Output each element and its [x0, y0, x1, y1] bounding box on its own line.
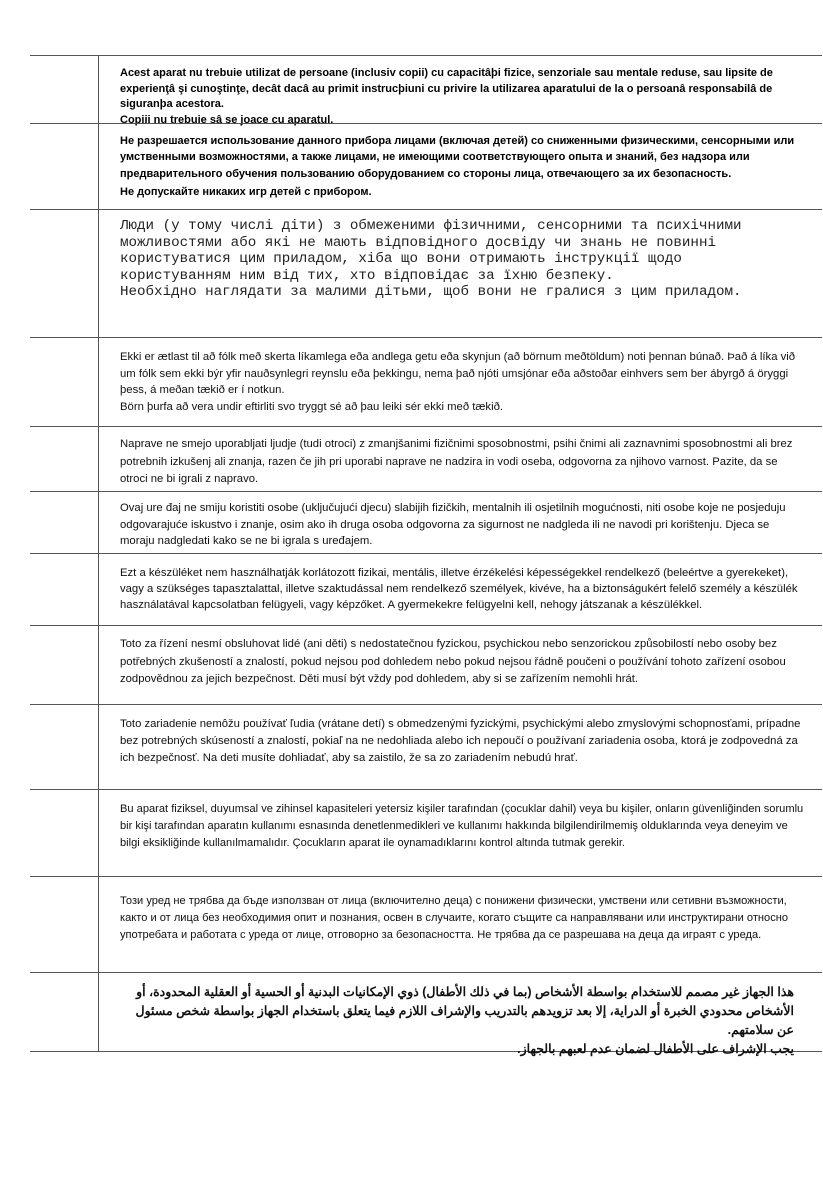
- paragraph: Acest aparat nu trebuie utilizat de persoane (inclusiv copii) cu capacitâþi fizice, senzoriale sau mentale reduse, sau lipsite de experienţâ şi cunoştinţe, decât dacâ au primit instrucþiuni cu privire la utilizarea aparatului de la o persoanâ responsabilâ de siguranþa acestora.: [120, 67, 773, 110]
- paragraph: Naprave ne smejo uporabljati ljudje (tudi otroci) z zmanjšanimi fizičnimi sposobnostmi, psihi čnimi ali zaznavnimi sposobnostmi ali brez potrebnih izkušenj ali znanja, razen če jih pri uporabi naprave ne nadzira in vodi oseba, odgovorna za njihovo varnost. Pazite, da se otroci ne bi igrali z napravo.: [120, 438, 793, 485]
- paragraph: Не допускайте никаких игр детей с прибором.: [120, 186, 372, 199]
- warning-text-ru: [120, 133, 804, 201]
- paragraph: يجب الإشراف على الأطفال لضمان عدم لعبهم بالجهاز.: [517, 1042, 794, 1056]
- table-row-ro: [30, 55, 822, 126]
- warning-table: [30, 55, 822, 1056]
- warning-text-tr: [120, 801, 804, 853]
- paragraph: هذا الجهاز غير مصمم للاستخدام بواسطة الأشخاص (بما في ذلك الأطفال) ذوي الإمكانيات البدنية أو الحسية أو العقلية المحدودة، أو الأشخاص محدودي الخبرة أو الدراية، إلا بعد تزويدهم بالتدريب والإشراف اللازم فيما يتعلق باستخدام الجهاز بواسطة شخص مسئول عن سلامتهم.: [135, 985, 794, 1037]
- paragraph: Ezt a készüléket nem használhatják korlátozott fizikai, mentális, illetve érzékelési képességekkel rendelkező (beleértve a gyerekeket), vagy a szükséges tapasztalattal, illetve szaktudással nem rendelkező személyek, kivéve, ha a biztonságukért felelő személy a készülék használatával kapcsolatban felügyeli, vagy képzőket. A gyermekekre felügyelni kell, nehogy játszanak a készülékkel.: [120, 567, 798, 612]
- table-row-uk: [30, 209, 822, 337]
- warning-text-is: [120, 349, 804, 415]
- paragraph: Ovaj ure đaj ne smiju koristiti osobe (uključujući djecu) slabijih fizičkih, mentalnih ili osjetilnih mogućnosti, niti osobe koje ne posjeduju odgovarajuće iskustvo i znanje, osim ako ih druga osoba odgovorna za sigurnost ne nadgleda ili ne navodi pri korištenju. Djeca se moraju nadgledati kako se ne bi igrala s uređajem.: [120, 502, 786, 548]
- table-row-sk: [30, 704, 822, 789]
- warning-text-uk: [120, 218, 794, 301]
- table-row-hu: [30, 553, 822, 625]
- paragraph: Börn þurfa að vera undir eftirliti svo tryggt sé að þau leiki sér ekki með tækið.: [120, 400, 504, 413]
- warning-text-sk: [120, 716, 804, 768]
- paragraph: Toto zariadenie nemôžu používať ľudia (vrátane detí) s obmedzenými fyzickými, psychickými alebo zmyslovými schopnosťami, prípadne bez potrebných skúseností a znalostí, pokiaľ na ne nedohliada alebo ich nepoučí o používaní zariadenia osoba, ktorá je zodpovedná za ich bezpečnosť. Na deti musíte dohliadať, aby sa zaistilo, že sa zo zariadením nebudú hrať.: [120, 718, 801, 765]
- paragraph: Този уред не трябва да бъде използван от лица (включително деца) с понижени физически, умствени или сетивни възможности, както и от лица без необходимия опит и познания, освен в случаите, когато същите са направлявани или инструктирани относно употребата и работата с уреда от лице, отговорно за безопасността. Не трябва да се разрешава на деца да играят с уреда.: [120, 895, 789, 942]
- paragraph: Toto za řízení nesmí obsluhovat lidé (ani děti) s nedostatečnou fyzickou, psychickou nebo senzorickou způsobilostí nebo osoby bez potřebných zkušeností a znalostí, pokud nejsou pod dohledem nebo pokud nejsou řádně poučeni o používání tohoto zařízení osobou zodpovědnou za jejich bezpečnost. Děti musí být vždy pod dohledem, aby si se zařízením nemohli hrát.: [120, 638, 786, 686]
- table-row-bg: [30, 876, 822, 972]
- warning-text-sl: [120, 436, 804, 489]
- paragraph: Ekki er ætlast til að fólk með skerta líkamlega eða andlega getu eða skynjun (að börnum meðtöldum) noti þennan búnað. Það á líka við um fólk sem ekki býr yfir nauðsynlegri reynslu eða þekkingu, nema það njóti umsjónar eða aðstoðar einhvers sem ber ábyrgð á öryggi þess, á meðan tækið er í notkun.: [120, 351, 796, 397]
- table-row-hr: [30, 491, 822, 553]
- paragraph: Bu aparat fiziksel, duyumsal ve zihinsel kapasiteleri yetersiz kişiler tarafından (çocuklar dahil) veya bu kişiler, onların güvenliğinden sorumlu bir kişi tarafından aparatın kullanımı esnasında denetlenmedikleri ve kullanımı hakkında bilgilendirilmemiş olduklarında veya deneyim ve bilgi eksikliğinde kullanılmamalıdır. Çocukların aparat ile oynamadıklarını kontrol altında tutmak gerekir.: [120, 803, 804, 850]
- paragraph: Необхідно наглядати за малими дітьми, щоб вони не гралися з цим приладом.: [120, 284, 742, 300]
- warning-text-ro: [120, 66, 804, 128]
- table-row-sl: [30, 426, 822, 491]
- paragraph: Не разрешается использование данного прибора лицами (включая детей) со сниженными физическими, сенсорными или умственными возможностями, а также лицами, не имеющими соответствующего опыта и знаний, без надзора или предварительного обучения пользованию оборудованием со стороны лица, отвечающего за их безопасность.: [120, 135, 795, 180]
- warning-text-cs: [120, 636, 804, 689]
- table-row-ru: [30, 123, 822, 209]
- table-row-is: [30, 337, 822, 426]
- paragraph: Люди (у тому числі діти) з обмеженими фізичними, сенсорними та психічними можливостями або які не мають відповідного досвіду чи знань не повинні користуватися цим приладом, хіба що вони отримають інструкції щодо користуванням ним від тих, хто відповідає за їхню безпеку.: [120, 218, 742, 284]
- warning-text-ar: [120, 983, 794, 1059]
- table-row-ar: [30, 972, 822, 1056]
- warning-text-hu: [120, 565, 804, 614]
- warning-text-hr: [120, 500, 804, 550]
- warning-text-bg: [120, 893, 804, 945]
- paragraph: Copiii nu trebuie sâ se joace cu aparatul.: [120, 113, 334, 126]
- table-row-cs: [30, 625, 822, 704]
- table-row-tr: [30, 789, 822, 876]
